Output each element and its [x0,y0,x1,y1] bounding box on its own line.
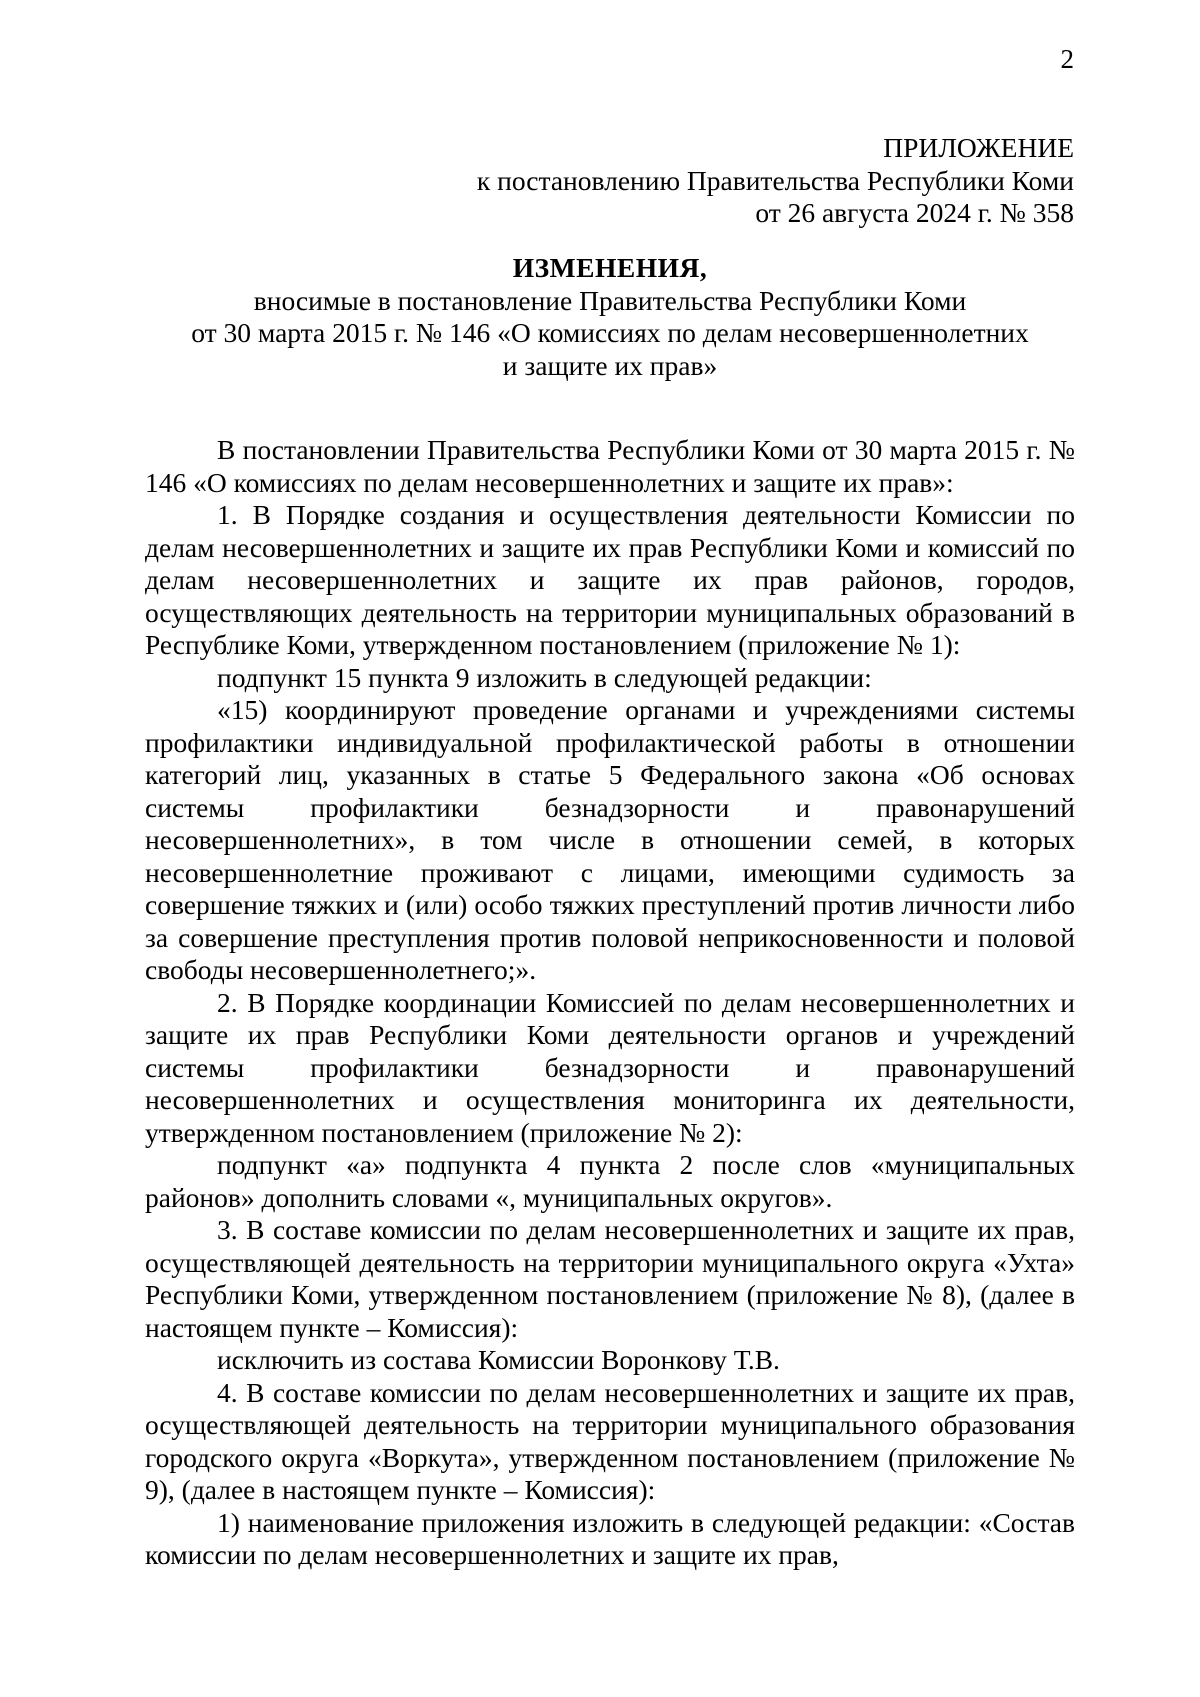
appendix-date: от 26 августа 2024 г. № 358 [755,197,1074,228]
page-number: 2 [1060,44,1074,74]
appendix-label: ПРИЛОЖЕНИЕ [883,132,1074,163]
document-subtitle-line: от 30 марта 2015 г. № 146 «О комиссиях по делам несовершеннолетних [191,317,1029,348]
body-paragraph: 4. В составе комиссии по делам несовершеннолетних и защите их прав, осуществляющей деятельность на территории муниципального образования городского округа «Воркута», утвержденном постановлением (приложение № 9), (далее в настоящем пункте – Комиссия): [145,1376,1075,1505]
body-paragraph: 2. В Порядке координации Комиссией по делам несовершеннолетних и защите их прав Республики Коми деятельности органов и учреждений системы профилактики безнадзорности и правонарушений несовершеннолетних и осуществления мониторинга их деятельности, утвержденном постановлением (приложение № 2): [145,986,1075,1148]
body-paragraph: «15) координируют проведение органами и учреждениями системы профилактики индивидуальной профилактической работы в отношении категорий лиц, указанных в статье 5 Федерального закона «Об основах системы профилактики безнадзорности и правонарушений несовершеннолетних», в том числе в отношении семей, в которых несовершеннолетние проживают с лицами, имеющими судимость за совершение тяжких и (или) особо тяжких преступлений против личности либо за совершение преступления против половой неприкосновенности и половой свободы несовершеннолетнего;». [145,694,1075,985]
body-paragraph: подпункт «а» подпункта 4 пункта 2 после слов «муниципальных районов» дополнить словами «, муниципальных округов». [145,1149,1075,1213]
body-paragraph: 1. В Порядке создания и осуществления деятельности Комиссии по делам несовершеннолетних и защите их прав Республики Коми и комиссий по делам несовершеннолетних и защите их прав районов, городов, осуществляющих деятельность на территории муниципальных образований в Республике Коми, утвержденном постановлением (приложение № 1): [145,499,1075,660]
document-title: ИЗМЕНЕНИЯ, [512,252,708,283]
body-paragraph: В постановлении Правительства Республики Коми от 30 марта 2015 г. № 146 «О комиссиях по делам несовершеннолетних и защите их прав»: [145,434,1075,498]
body-paragraph: исключить из состава Комиссии Воронкову Т.В. [217,1344,780,1375]
document-subtitle-line: и защите их прав» [502,349,718,381]
appendix-reference: к постановлению Правительства Республики Коми [476,164,1074,196]
appendix-header [374,132,1074,230]
document-heading [145,252,1075,382]
body-paragraph: 3. В составе комиссии по делам несовершеннолетних и защите их прав, осуществляющей деятельность на территории муниципального округа «Ухта» Республики Коми, утвержденном постановлением (приложение № 8), (далее в настоящем пункте – Комиссия): [145,1214,1075,1343]
body-paragraph: подпункт 15 пункта 9 изложить в следующей редакции: [217,661,872,693]
body-paragraph: 1) наименование приложения изложить в следующей редакции: «Состав комиссии по делам несовершеннолетних и защите их прав, [145,1506,1075,1570]
document-subtitle-line: вносимые в постановление Правительства Республики Коми [253,284,967,316]
document-body [145,434,1075,1572]
